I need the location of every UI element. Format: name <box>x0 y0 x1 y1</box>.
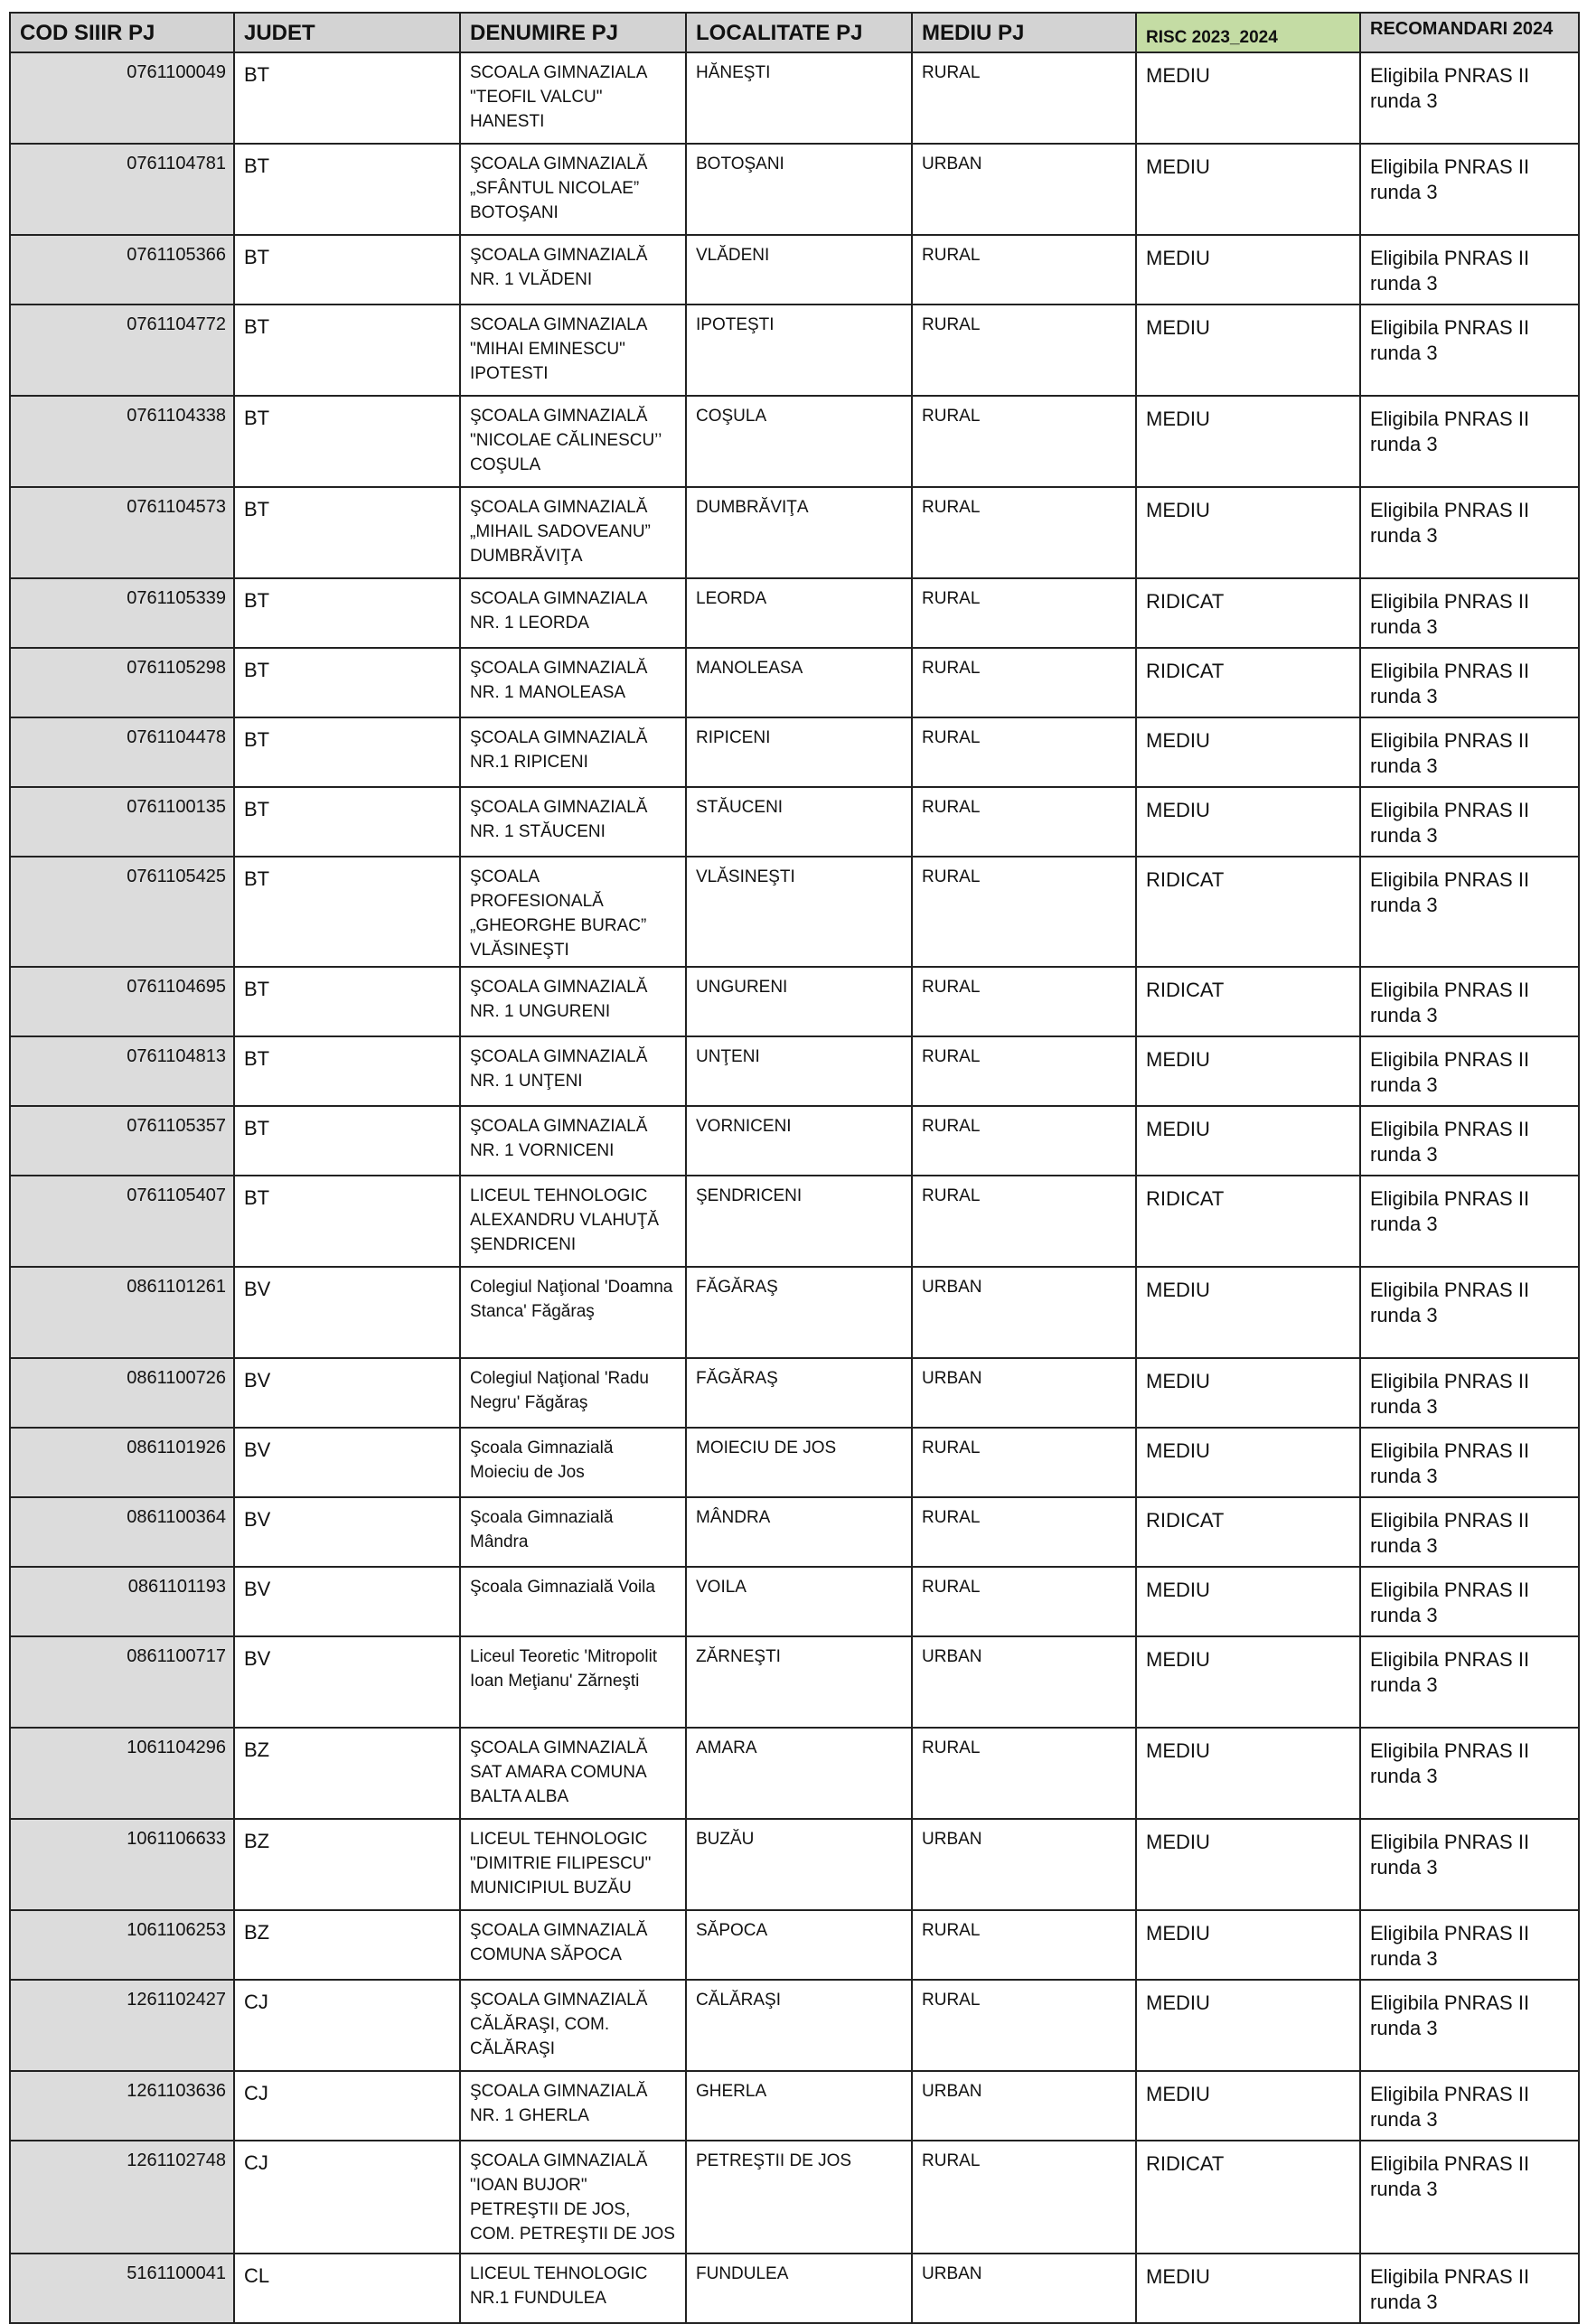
recomandari-text: Eligibila PNRAS II runda 3 <box>1370 729 1530 777</box>
table-row <box>10 648 1579 717</box>
cell-localitate: VLĂDENI <box>686 235 912 305</box>
table-row <box>10 1428 1579 1497</box>
cell-denumire: SCOALA GIMNAZIALA "TEOFIL VALCU" HANESTI <box>460 52 686 144</box>
cell-mediu: RURAL <box>912 1497 1136 1567</box>
cell-localitate: RIPICENI <box>686 717 912 787</box>
recomandari-text: Eligibila PNRAS II runda 3 <box>1370 1439 1530 1487</box>
cell-denumire: ŞCOALA GIMNAZIALĂ NR.1 RIPICENI <box>460 717 686 787</box>
cell-mediu: URBAN <box>912 1819 1136 1910</box>
cell-localitate: DUMBRĂVIŢA <box>686 487 912 578</box>
cell-localitate: IPOTEŞTI <box>686 305 912 396</box>
cell-risc: RIDICAT <box>1136 967 1360 1036</box>
cell-denumire: LICEUL TEHNOLOGIC ALEXANDRU VLAHUŢĂ ŞENDRICENI <box>460 1176 686 1267</box>
cell-judet: BT <box>234 487 460 578</box>
cell-risc: MEDIU <box>1136 1036 1360 1106</box>
cell-judet: BT <box>234 1176 460 1267</box>
recomandari-text: Eligibila PNRAS II runda 3 <box>1370 590 1530 638</box>
cell-denumire: ŞCOALA GIMNAZIALĂ COMUNA SĂPOCA <box>460 1910 686 1980</box>
cell-recomandari <box>1360 2141 1579 2254</box>
cell-cod-siiir: 0861101261 <box>10 1267 234 1358</box>
table-row <box>10 487 1579 578</box>
cell-denumire: ŞCOALA GIMNAZIALĂ CĂLĂRAŞI, COM. CĂLĂRAŞI <box>460 1980 686 2071</box>
cell-cod-siiir: 5161100041 <box>10 2254 234 2323</box>
cell-cod-siiir: 1061104296 <box>10 1728 234 1819</box>
header-recomandari: RECOMANDARI 2024 <box>1360 13 1579 52</box>
cell-recomandari <box>1360 1428 1579 1497</box>
cell-mediu: RURAL <box>912 967 1136 1036</box>
cell-denumire: Şcoala Gimnazială Moieciu de Jos <box>460 1428 686 1497</box>
table-row <box>10 1980 1579 2071</box>
cell-localitate: COŞULA <box>686 396 912 487</box>
cell-denumire: ŞCOALA GIMNAZIALĂ "NICOLAE CĂLINESCU’’ COŞULA <box>460 396 686 487</box>
cell-denumire: ŞCOALA GIMNAZIALĂ NR. 1 UNGURENI <box>460 967 686 1036</box>
cell-recomandari <box>1360 1267 1579 1358</box>
cell-localitate: CĂLĂRAŞI <box>686 1980 912 2071</box>
cell-mediu: RURAL <box>912 1980 1136 2071</box>
recomandari-text: Eligibila PNRAS II runda 3 <box>1370 660 1530 708</box>
cell-mediu: RURAL <box>912 1728 1136 1819</box>
cell-mediu: URBAN <box>912 2254 1136 2323</box>
table-row <box>10 235 1579 305</box>
cell-cod-siiir: 0861100726 <box>10 1358 234 1428</box>
cell-denumire: Colegiul Naţional 'Doamna Stanca' Făgăraş <box>460 1267 686 1358</box>
table-row <box>10 144 1579 235</box>
cell-denumire: LICEUL TEHNOLOGIC NR.1 FUNDULEA <box>460 2254 686 2323</box>
recomandari-text: Eligibila PNRAS II runda 3 <box>1370 408 1530 455</box>
cell-cod-siiir: 0761105407 <box>10 1176 234 1267</box>
table-row <box>10 2254 1579 2323</box>
cell-judet: BT <box>234 52 460 144</box>
cell-cod-siiir: 0761100049 <box>10 52 234 144</box>
cell-denumire: ŞCOALA GIMNAZIALĂ NR. 1 VLĂDENI <box>460 235 686 305</box>
table-row <box>10 578 1579 648</box>
cell-risc: MEDIU <box>1136 1567 1360 1636</box>
recomandari-text: Eligibila PNRAS II runda 3 <box>1370 868 1530 916</box>
cell-recomandari <box>1360 1567 1579 1636</box>
recomandari-text: Eligibila PNRAS II runda 3 <box>1370 1739 1530 1787</box>
cell-localitate: UNGURENI <box>686 967 912 1036</box>
table-header <box>10 13 1579 52</box>
cell-denumire: ŞCOALA GIMNAZIALĂ NR. 1 STĂUCENI <box>460 787 686 857</box>
cell-cod-siiir: 0861100717 <box>10 1636 234 1728</box>
cell-cod-siiir: 0761105298 <box>10 648 234 717</box>
cell-risc: MEDIU <box>1136 1980 1360 2071</box>
recomandari-text: Eligibila PNRAS II runda 3 <box>1370 247 1530 295</box>
cell-recomandari <box>1360 1819 1579 1910</box>
cell-localitate: VOILA <box>686 1567 912 1636</box>
cell-judet: BT <box>234 857 460 967</box>
cell-mediu: RURAL <box>912 1567 1136 1636</box>
cell-localitate: BUZĂU <box>686 1819 912 1910</box>
cell-risc: MEDIU <box>1136 1267 1360 1358</box>
cell-judet: CL <box>234 2254 460 2323</box>
cell-cod-siiir: 0761104772 <box>10 305 234 396</box>
cell-mediu: RURAL <box>912 1910 1136 1980</box>
header-denumire: DENUMIRE PJ <box>460 13 686 52</box>
cell-risc: MEDIU <box>1136 144 1360 235</box>
recomandari-text: Eligibila PNRAS II runda 3 <box>1370 1187 1530 1235</box>
cell-localitate: LEORDA <box>686 578 912 648</box>
recomandari-text: Eligibila PNRAS II runda 3 <box>1370 1509 1530 1557</box>
cell-denumire: SCOALA GIMNAZIALA "MIHAI EMINESCU" IPOTESTI <box>460 305 686 396</box>
cell-cod-siiir: 0761104781 <box>10 144 234 235</box>
cell-recomandari <box>1360 396 1579 487</box>
cell-recomandari <box>1360 305 1579 396</box>
cell-mediu: RURAL <box>912 2141 1136 2254</box>
cell-recomandari <box>1360 1910 1579 1980</box>
cell-judet: BT <box>234 1106 460 1176</box>
cell-recomandari <box>1360 235 1579 305</box>
table-row <box>10 1728 1579 1819</box>
cell-cod-siiir: 0761104338 <box>10 396 234 487</box>
cell-cod-siiir: 0761104573 <box>10 487 234 578</box>
cell-recomandari <box>1360 144 1579 235</box>
cell-risc: RIDICAT <box>1136 857 1360 967</box>
cell-denumire: ŞCOALA GIMNAZIALĂ NR. 1 MANOLEASA <box>460 648 686 717</box>
cell-localitate: MÂNDRA <box>686 1497 912 1567</box>
header-risc: RISC 2023_2024 <box>1136 13 1360 52</box>
cell-cod-siiir: 0761104695 <box>10 967 234 1036</box>
table-row <box>10 1358 1579 1428</box>
cell-localitate: VLĂSINEŞTI <box>686 857 912 967</box>
cell-risc: RIDICAT <box>1136 578 1360 648</box>
table-row <box>10 2071 1579 2141</box>
cell-recomandari <box>1360 967 1579 1036</box>
schools-table <box>9 12 1580 2324</box>
cell-cod-siiir: 0861100364 <box>10 1497 234 1567</box>
header-judet: JUDET <box>234 13 460 52</box>
recomandari-text: Eligibila PNRAS II runda 3 <box>1370 1831 1530 1879</box>
cell-mediu: RURAL <box>912 1428 1136 1497</box>
cell-mediu: RURAL <box>912 857 1136 967</box>
header-mediu: MEDIU PJ <box>912 13 1136 52</box>
cell-judet: BV <box>234 1358 460 1428</box>
table-row <box>10 1636 1579 1728</box>
cell-judet: BT <box>234 235 460 305</box>
cell-cod-siiir: 1261102427 <box>10 1980 234 2071</box>
cell-mediu: RURAL <box>912 235 1136 305</box>
cell-cod-siiir: 0761105357 <box>10 1106 234 1176</box>
cell-cod-siiir: 0861101193 <box>10 1567 234 1636</box>
cell-mediu: RURAL <box>912 1106 1136 1176</box>
cell-localitate: FUNDULEA <box>686 2254 912 2323</box>
cell-judet: BT <box>234 1036 460 1106</box>
cell-denumire: Şcoala Gimnazială Voila <box>460 1567 686 1636</box>
table-row <box>10 2141 1579 2254</box>
table-row <box>10 967 1579 1036</box>
table-row <box>10 1106 1579 1176</box>
table-row <box>10 1497 1579 1567</box>
cell-recomandari <box>1360 1728 1579 1819</box>
recomandari-text: Eligibila PNRAS II runda 3 <box>1370 499 1530 547</box>
recomandari-text: Eligibila PNRAS II runda 3 <box>1370 2083 1530 2131</box>
cell-risc: MEDIU <box>1136 2071 1360 2141</box>
cell-judet: BT <box>234 305 460 396</box>
cell-mediu: RURAL <box>912 578 1136 648</box>
cell-judet: BV <box>234 1497 460 1567</box>
cell-recomandari <box>1360 2071 1579 2141</box>
cell-risc: MEDIU <box>1136 487 1360 578</box>
cell-mediu: RURAL <box>912 52 1136 144</box>
cell-recomandari <box>1360 1980 1579 2071</box>
cell-risc: MEDIU <box>1136 1358 1360 1428</box>
cell-cod-siiir: 0761105366 <box>10 235 234 305</box>
table-row <box>10 1819 1579 1910</box>
table-body <box>10 52 1579 2323</box>
cell-recomandari <box>1360 1358 1579 1428</box>
cell-denumire: ŞCOALA GIMNAZIALĂ NR. 1 GHERLA <box>460 2071 686 2141</box>
cell-localitate: SĂPOCA <box>686 1910 912 1980</box>
cell-denumire: ŞCOALA GIMNAZIALĂ SAT AMARA COMUNA BALTA ALBA <box>460 1728 686 1819</box>
cell-cod-siiir: 1261103636 <box>10 2071 234 2141</box>
cell-denumire: ŞCOALA GIMNAZIALĂ NR. 1 UNŢENI <box>460 1036 686 1106</box>
cell-denumire: Colegiul Naţional 'Radu Negru' Făgăraş <box>460 1358 686 1428</box>
recomandari-text: Eligibila PNRAS II runda 3 <box>1370 1048 1530 1096</box>
cell-localitate: FĂGĂRAŞ <box>686 1358 912 1428</box>
cell-judet: BT <box>234 787 460 857</box>
cell-denumire: Şcoala Gimnazială Mândra <box>460 1497 686 1567</box>
cell-risc: MEDIU <box>1136 1428 1360 1497</box>
cell-recomandari <box>1360 1497 1579 1567</box>
cell-risc: MEDIU <box>1136 2254 1360 2323</box>
cell-localitate: MOIECIU DE JOS <box>686 1428 912 1497</box>
cell-risc: MEDIU <box>1136 1728 1360 1819</box>
cell-judet: BZ <box>234 1728 460 1819</box>
cell-recomandari <box>1360 2254 1579 2323</box>
cell-cod-siiir: 0761104478 <box>10 717 234 787</box>
cell-recomandari <box>1360 787 1579 857</box>
table-row <box>10 857 1579 967</box>
table-row <box>10 1567 1579 1636</box>
cell-recomandari <box>1360 578 1579 648</box>
cell-denumire: ŞCOALA GIMNAZIALĂ "IOAN BUJOR" PETREŞTII DE JOS, COM. PETREŞTII DE JOS <box>460 2141 686 2254</box>
table-row <box>10 1910 1579 1980</box>
cell-mediu: RURAL <box>912 1036 1136 1106</box>
cell-denumire: ŞCOALA PROFESIONALĂ „GHEORGHE BURAC” VLĂSINEŞTI <box>460 857 686 967</box>
cell-recomandari <box>1360 1176 1579 1267</box>
cell-judet: CJ <box>234 2141 460 2254</box>
recomandari-text: Eligibila PNRAS II runda 3 <box>1370 979 1530 1026</box>
cell-mediu: RURAL <box>912 396 1136 487</box>
cell-judet: BV <box>234 1267 460 1358</box>
cell-risc: MEDIU <box>1136 305 1360 396</box>
recomandari-text: Eligibila PNRAS II runda 3 <box>1370 799 1530 847</box>
cell-localitate: GHERLA <box>686 2071 912 2141</box>
cell-localitate: ŞENDRICENI <box>686 1176 912 1267</box>
table-row <box>10 305 1579 396</box>
cell-risc: MEDIU <box>1136 1819 1360 1910</box>
cell-denumire: LICEUL TEHNOLOGIC "DIMITRIE FILIPESCU" MUNICIPIUL BUZĂU <box>460 1819 686 1910</box>
recomandari-text: Eligibila PNRAS II runda 3 <box>1370 1279 1530 1326</box>
cell-cod-siiir: 1061106633 <box>10 1819 234 1910</box>
recomandari-text: Eligibila PNRAS II runda 3 <box>1370 1922 1530 1970</box>
table-row <box>10 1267 1579 1358</box>
cell-mediu: RURAL <box>912 648 1136 717</box>
cell-localitate: STĂUCENI <box>686 787 912 857</box>
table-row <box>10 52 1579 144</box>
cell-recomandari <box>1360 1636 1579 1728</box>
cell-localitate: AMARA <box>686 1728 912 1819</box>
cell-mediu: URBAN <box>912 2071 1136 2141</box>
cell-localitate: MANOLEASA <box>686 648 912 717</box>
cell-risc: RIDICAT <box>1136 648 1360 717</box>
cell-cod-siiir: 0761105425 <box>10 857 234 967</box>
cell-localitate: PETREŞTII DE JOS <box>686 2141 912 2254</box>
cell-judet: BT <box>234 717 460 787</box>
cell-cod-siiir: 0761100135 <box>10 787 234 857</box>
cell-judet: BV <box>234 1636 460 1728</box>
recomandari-text: Eligibila PNRAS II runda 3 <box>1370 316 1530 364</box>
cell-judet: BV <box>234 1428 460 1497</box>
cell-cod-siiir: 0761104813 <box>10 1036 234 1106</box>
cell-denumire: ŞCOALA GIMNAZIALĂ NR. 1 VORNICENI <box>460 1106 686 1176</box>
cell-mediu: URBAN <box>912 144 1136 235</box>
cell-recomandari <box>1360 52 1579 144</box>
cell-judet: CJ <box>234 1980 460 2071</box>
cell-mediu: URBAN <box>912 1358 1136 1428</box>
cell-risc: RIDICAT <box>1136 2141 1360 2254</box>
cell-risc: MEDIU <box>1136 235 1360 305</box>
recomandari-text: Eligibila PNRAS II runda 3 <box>1370 2152 1530 2200</box>
cell-recomandari <box>1360 1036 1579 1106</box>
cell-risc: RIDICAT <box>1136 1176 1360 1267</box>
cell-mediu: RURAL <box>912 1176 1136 1267</box>
table-row <box>10 396 1579 487</box>
recomandari-text: Eligibila PNRAS II runda 3 <box>1370 1118 1530 1166</box>
recomandari-text: Eligibila PNRAS II runda 3 <box>1370 155 1530 203</box>
cell-localitate: ZĂRNEŞTI <box>686 1636 912 1728</box>
table-row <box>10 787 1579 857</box>
cell-risc: MEDIU <box>1136 52 1360 144</box>
header-cod-siiir: COD SIIIR PJ <box>10 13 234 52</box>
table-row <box>10 1176 1579 1267</box>
cell-judet: BT <box>234 967 460 1036</box>
cell-risc: MEDIU <box>1136 717 1360 787</box>
cell-risc: MEDIU <box>1136 396 1360 487</box>
cell-risc: RIDICAT <box>1136 1497 1360 1567</box>
cell-recomandari <box>1360 1106 1579 1176</box>
cell-mediu: RURAL <box>912 487 1136 578</box>
cell-mediu: URBAN <box>912 1636 1136 1728</box>
cell-cod-siiir: 0861101926 <box>10 1428 234 1497</box>
cell-localitate: FĂGĂRAŞ <box>686 1267 912 1358</box>
recomandari-text: Eligibila PNRAS II runda 3 <box>1370 64 1530 112</box>
cell-recomandari <box>1360 487 1579 578</box>
cell-judet: BT <box>234 396 460 487</box>
table-row <box>10 1036 1579 1106</box>
table-row <box>10 717 1579 787</box>
cell-judet: BZ <box>234 1819 460 1910</box>
cell-judet: CJ <box>234 2071 460 2141</box>
recomandari-text: Eligibila PNRAS II runda 3 <box>1370 1991 1530 2039</box>
cell-denumire: Liceul Teoretic 'Mitropolit Ioan Meţianu' Zărneşti <box>460 1636 686 1728</box>
cell-cod-siiir: 1061106253 <box>10 1910 234 1980</box>
recomandari-text: Eligibila PNRAS II runda 3 <box>1370 1579 1530 1626</box>
cell-judet: BT <box>234 144 460 235</box>
cell-denumire: ŞCOALA GIMNAZIALĂ „SFÂNTUL NICOLAE” BOTOŞANI <box>460 144 686 235</box>
recomandari-text: Eligibila PNRAS II runda 3 <box>1370 1370 1530 1418</box>
recomandari-text: Eligibila PNRAS II runda 3 <box>1370 1648 1530 1696</box>
cell-judet: BV <box>234 1567 460 1636</box>
cell-risc: MEDIU <box>1136 1106 1360 1176</box>
cell-judet: BT <box>234 578 460 648</box>
cell-localitate: BOTOŞANI <box>686 144 912 235</box>
header-row <box>10 13 1579 52</box>
cell-mediu: RURAL <box>912 787 1136 857</box>
recomandari-text: Eligibila PNRAS II runda 3 <box>1370 2265 1530 2313</box>
cell-mediu: URBAN <box>912 1267 1136 1358</box>
cell-risc: MEDIU <box>1136 787 1360 857</box>
cell-cod-siiir: 0761105339 <box>10 578 234 648</box>
cell-localitate: HĂNEŞTI <box>686 52 912 144</box>
cell-recomandari <box>1360 648 1579 717</box>
cell-localitate: VORNICENI <box>686 1106 912 1176</box>
cell-denumire: ŞCOALA GIMNAZIALĂ „MIHAIL SADOVEANU” DUMBRĂVIŢA <box>460 487 686 578</box>
cell-recomandari <box>1360 717 1579 787</box>
cell-judet: BZ <box>234 1910 460 1980</box>
cell-mediu: RURAL <box>912 305 1136 396</box>
cell-risc: MEDIU <box>1136 1636 1360 1728</box>
cell-cod-siiir: 1261102748 <box>10 2141 234 2254</box>
header-localitate: LOCALITATE PJ <box>686 13 912 52</box>
cell-recomandari <box>1360 857 1579 967</box>
cell-risc: MEDIU <box>1136 1910 1360 1980</box>
cell-judet: BT <box>234 648 460 717</box>
cell-localitate: UNŢENI <box>686 1036 912 1106</box>
cell-mediu: RURAL <box>912 717 1136 787</box>
cell-denumire: SCOALA GIMNAZIALA NR. 1 LEORDA <box>460 578 686 648</box>
